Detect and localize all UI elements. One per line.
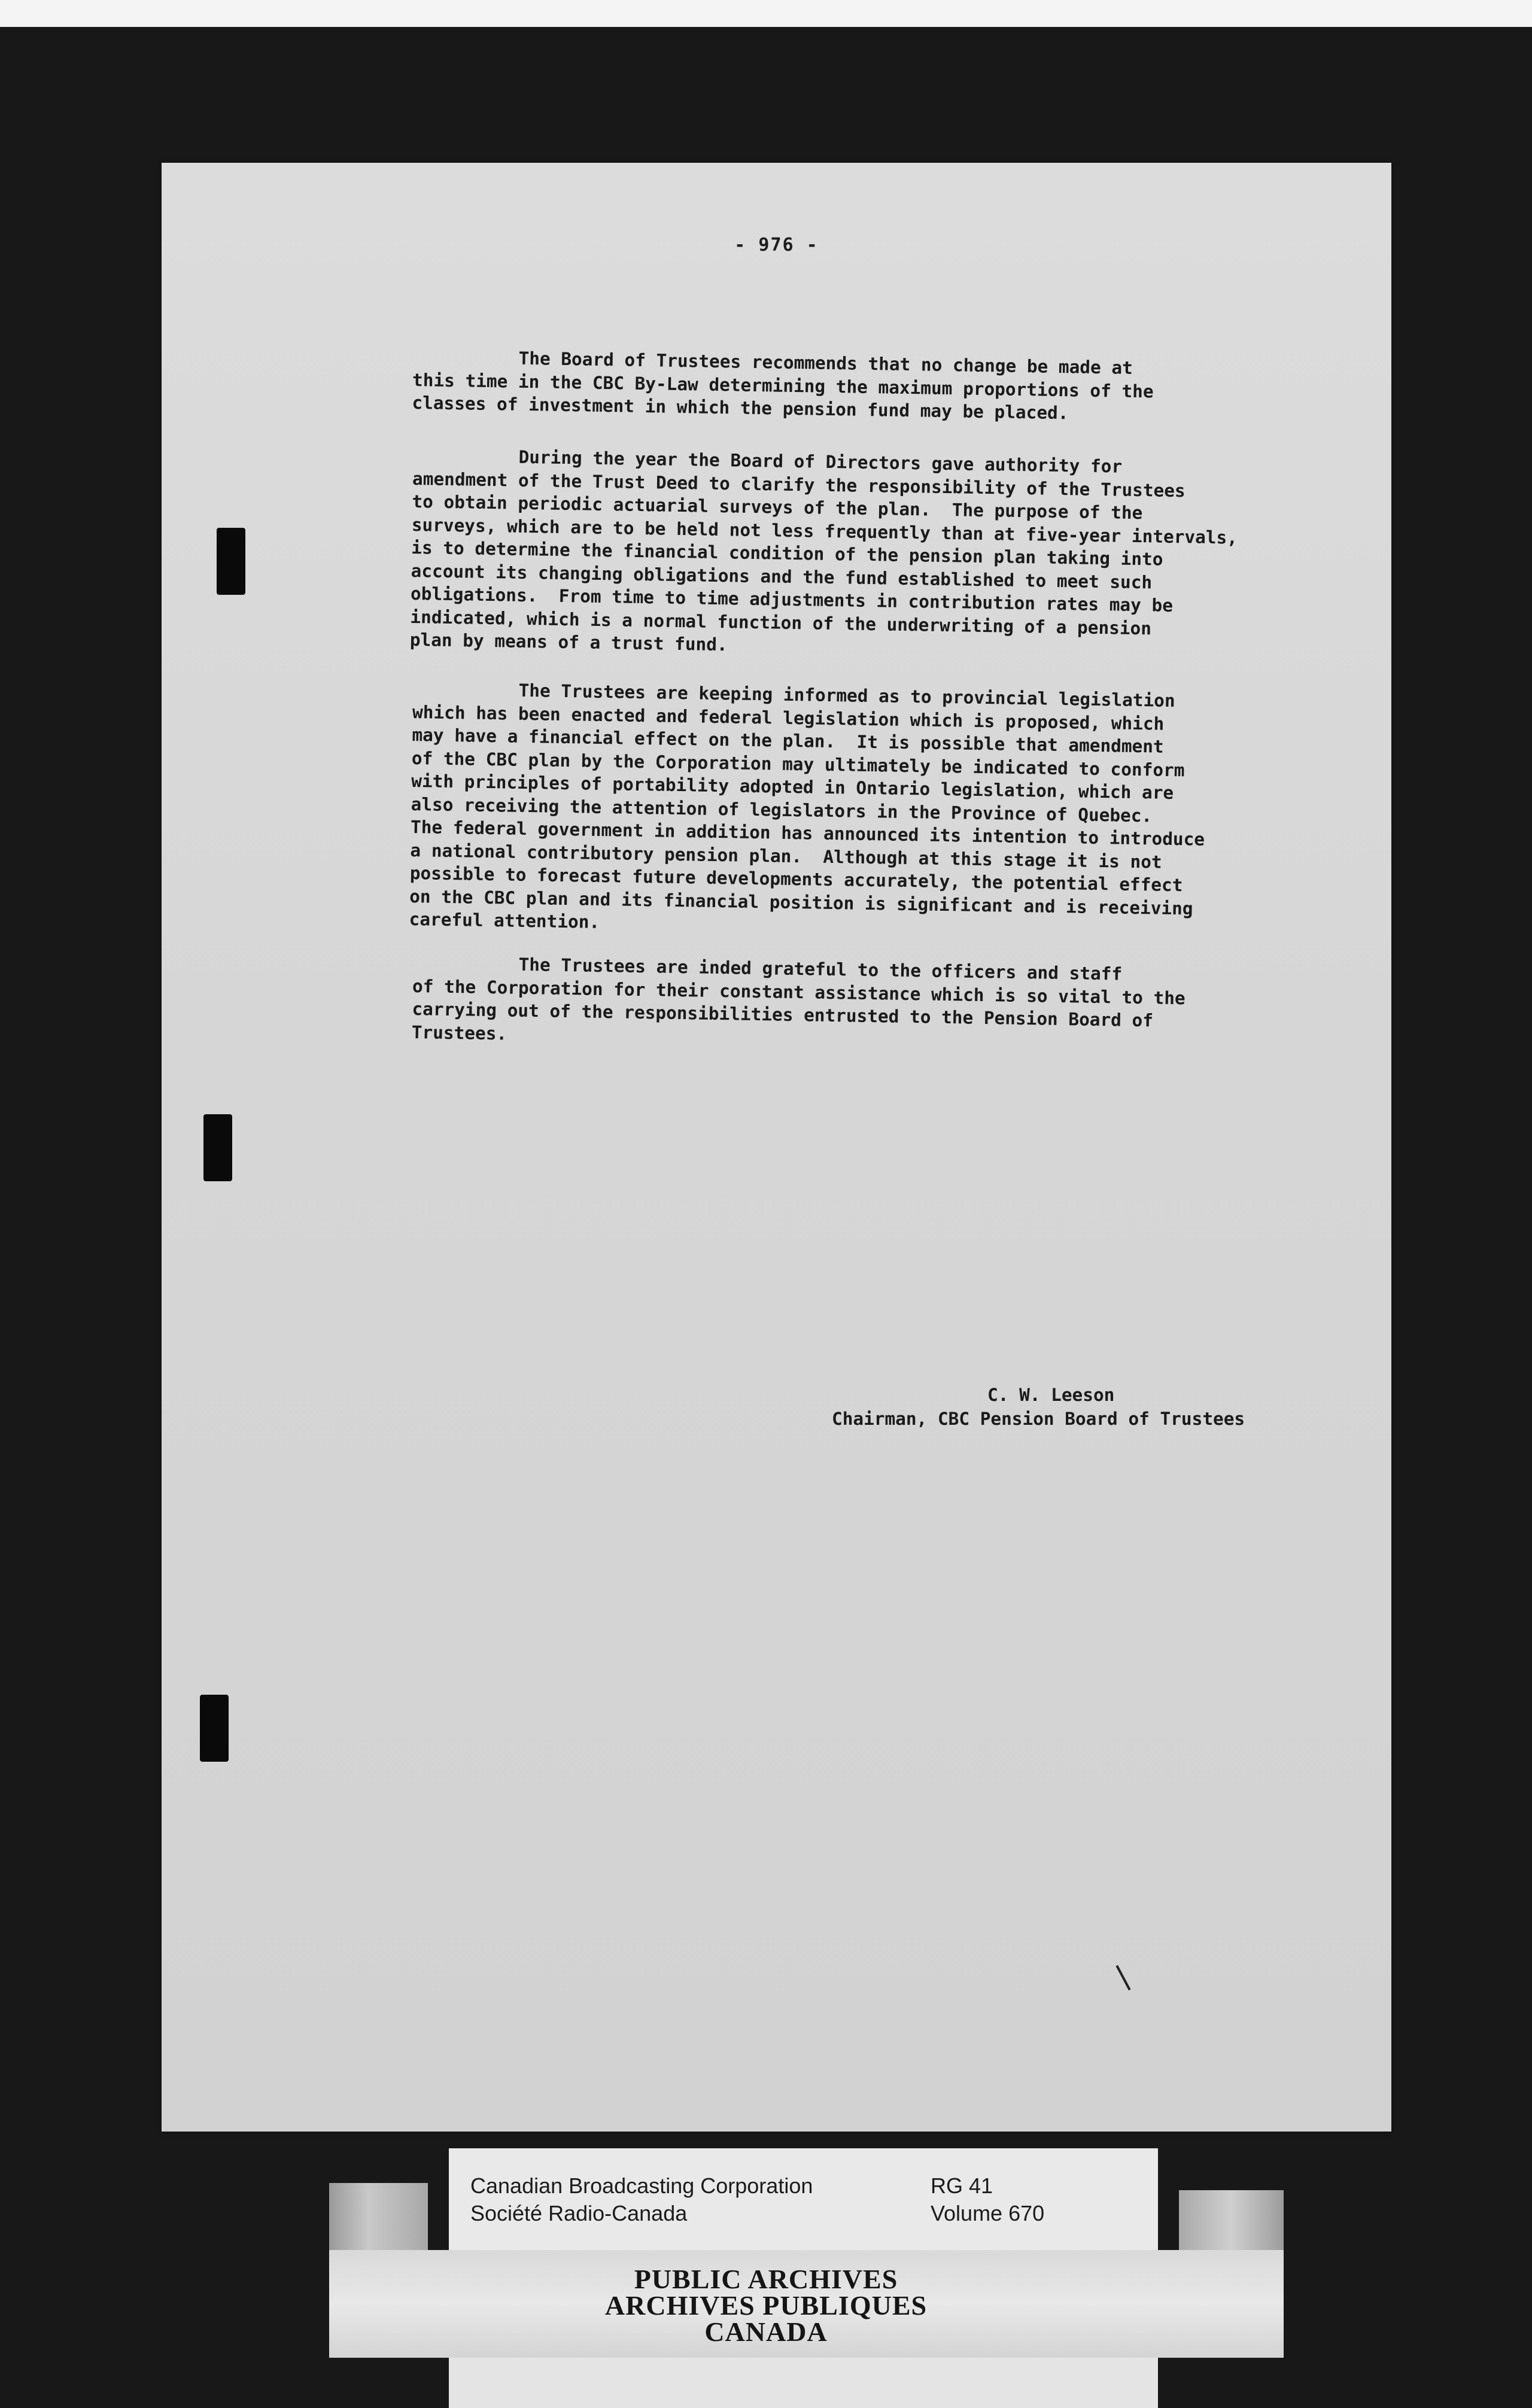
punch-hole-top <box>217 528 245 595</box>
stamp-canada: CANADA <box>704 2316 828 2347</box>
signature-title: Chairman, CBC Pension Board of Trustees <box>832 1409 1245 1429</box>
page-number: - 976 - <box>734 235 819 256</box>
pen-mark <box>1115 1965 1130 1990</box>
paragraph-investment: The Board of Trustees recommends that no change be made at this time in the CBC By-Law determining the maximum proportions of the classes of investment in which the pension fund may be placed. <box>412 346 1154 424</box>
paragraph-legislation: The Trustees are keeping informed as to provincial legislation which has been enacted and federal legislation which is proposed, which may have a financial effect on the plan. It is possible that amendment of the CBC plan by the Corporation may ultimately be indicated to conform with principles of portability adopted in Ontario legislation, which are also receiving the attention of legislators in the Province of Quebec. The federal government in addition has announced its intention to introduce a national contributory pension plan. Although at this stage it is not possible to forecast future developments accurately, the potential effect on the CBC plan and its financial position is significant and is receiving careful attention. <box>409 678 1205 932</box>
punch-hole-bottom <box>200 1695 229 1762</box>
stamp-archives-publiques: ARCHIVES PUBLIQUES <box>604 2290 928 2321</box>
archive-stamp-bottom <box>449 2358 1158 2408</box>
archive-label <box>449 2148 1158 2257</box>
label-record-group: RG 41 <box>931 2173 993 2198</box>
punch-hole-middle <box>203 1114 232 1181</box>
paragraph-gratitude: The Trustees are inded grateful to the officers and staff of the Corporation for their constant assistance which is so vital to the carrying out of the responsibilities entrusted to the Pension Board of Trustees. <box>411 952 1186 1044</box>
stamp-public-archives: PUBLIC ARCHIVES <box>634 2264 898 2294</box>
label-organization-english: Canadian Broadcasting Corporation <box>470 2173 813 2198</box>
label-volume: Volume 670 <box>931 2201 1045 2225</box>
paragraph-trust-deed: During the year the Board of Directors gave authority for amendment of the Trust Deed to clarify the responsibility of the Trustees to obtain periodic actuarial surveys of the plan. The purpose of the surveys, which are to be held not less frequently than at five-year intervals, is to determine the financial condition of the pension plan taking into account its changing obligations and the fund established to meet such obligations. From time to time adjustments in contribution rates may be indicated, which is a normal function of the underwriting of a pension plan by means of a trust fund. <box>409 445 1238 655</box>
document-page <box>162 163 1391 2132</box>
label-organization-french: Société Radio-Canada <box>470 2201 688 2225</box>
signature-name: C. W. Leeson <box>987 1385 1115 1405</box>
scan-top-border <box>0 0 1532 27</box>
